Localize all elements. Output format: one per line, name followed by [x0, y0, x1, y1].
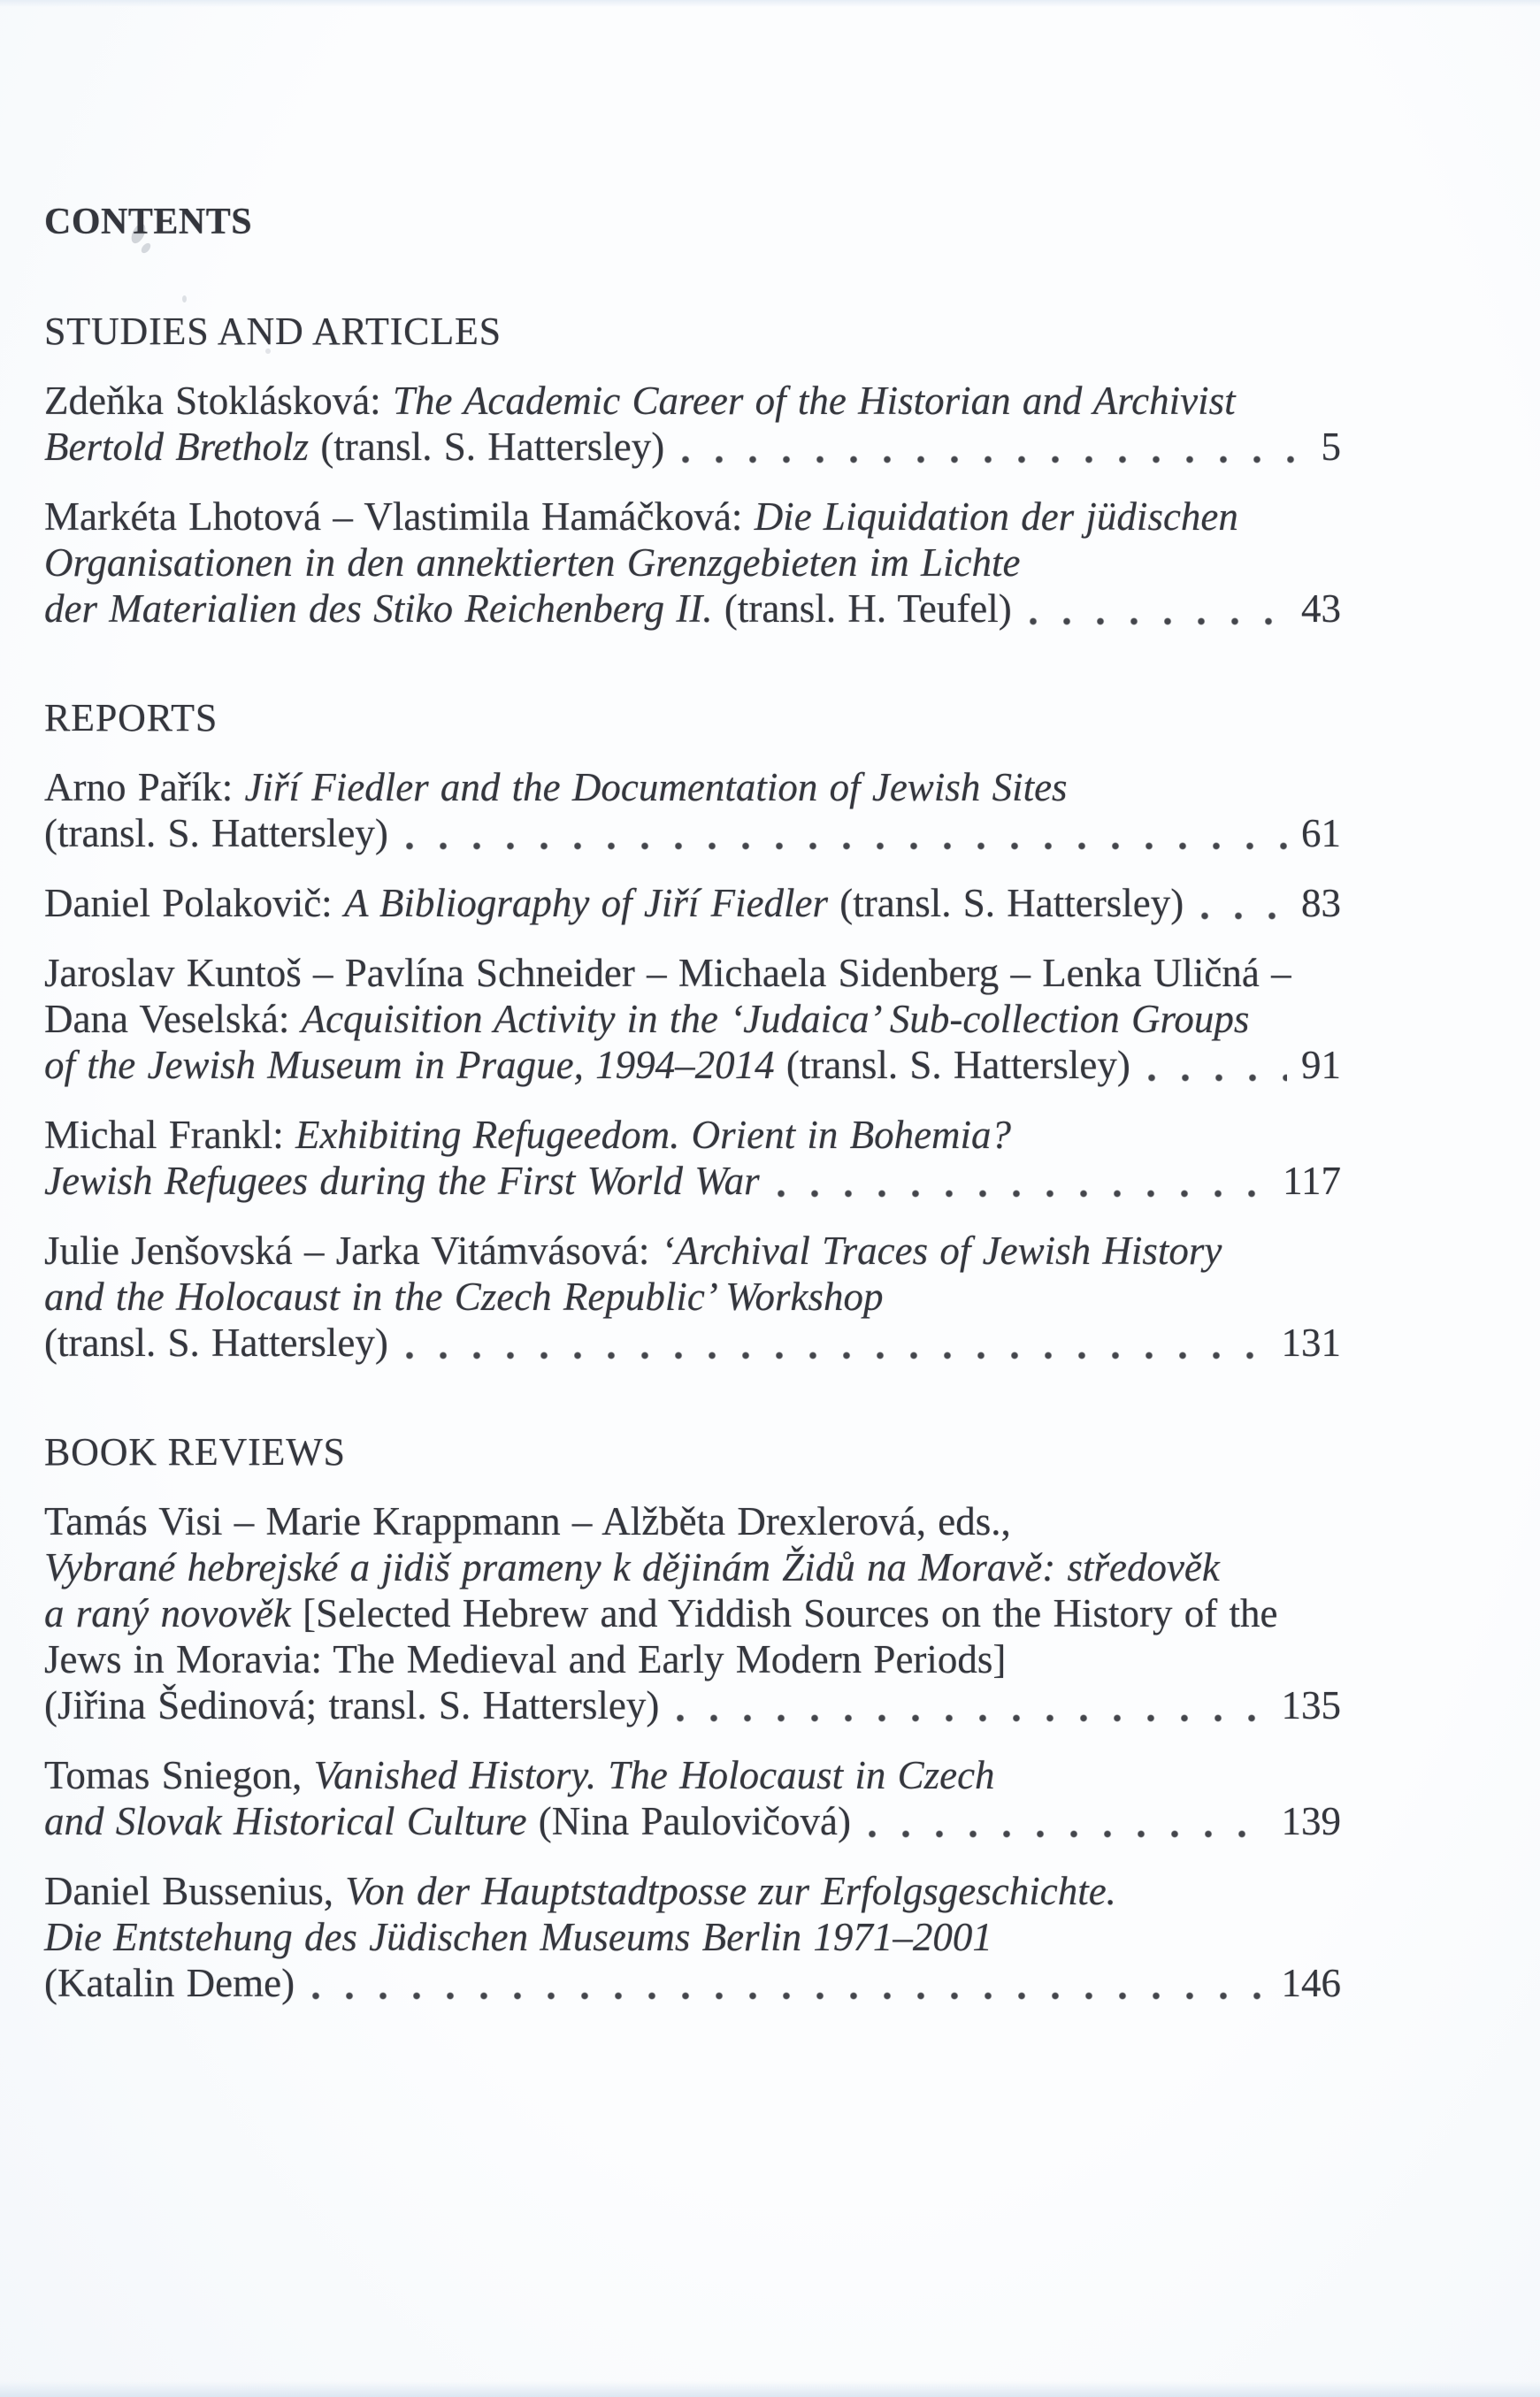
text-segment: Dana Veselská: — [44, 997, 302, 1041]
text-segment: Jewish Refugees during the First World War — [44, 1159, 760, 1203]
toc-line-text — [44, 586, 1012, 632]
toc-line — [44, 1274, 1341, 1320]
section-heading: BOOK REVIEWS — [44, 1430, 346, 1474]
text-segment: Daniel Polakovič: — [44, 881, 344, 925]
text-segment: (transl. S. Hattersley) — [320, 425, 665, 469]
toc-entry — [44, 378, 1341, 470]
page — [44, 199, 1341, 2030]
toc-line-text — [44, 1274, 883, 1320]
text-segment: Die Entstehung des Jüdischen Museums Berlin 1971–2001 — [44, 1915, 992, 1959]
toc-line — [44, 1752, 1341, 1798]
dot-leader — [1012, 619, 1301, 632]
text-segment: and Slovak Historical Culture — [44, 1799, 539, 1843]
toc-line-text — [44, 1798, 851, 1844]
dot-leader — [295, 1994, 1281, 2006]
text-segment: a raný novověk — [44, 1591, 303, 1635]
toc-line — [44, 1960, 1341, 2006]
toc-line-text — [44, 1960, 295, 2006]
toc-line — [44, 378, 1341, 424]
toc-line — [44, 996, 1341, 1042]
text-segment: Michal Frankl: — [44, 1113, 295, 1157]
dot-leader — [851, 1832, 1282, 1844]
toc-line-text — [44, 1042, 1130, 1088]
text-segment: and the Holocaust in the Czech Republic’ Workshop — [44, 1275, 884, 1319]
text-segment: (transl. S. Hattersley) — [44, 811, 388, 855]
toc-line — [44, 1682, 1341, 1728]
text-segment: Exhibiting Refugeedom. Orient in Bohemia? — [295, 1113, 1012, 1157]
toc-line-text — [44, 1868, 1116, 1914]
toc-entry — [44, 1752, 1341, 1844]
text-segment: Tomas Sniegon, — [44, 1753, 314, 1797]
text-segment: Vybrané hebrejské a jidiš prameny k dějinám Židů na Moravě: středověk — [44, 1545, 1220, 1589]
toc-line-text — [44, 1112, 1011, 1158]
toc-line-text — [44, 1544, 1220, 1590]
page-number: 83 — [1301, 881, 1341, 925]
scan-edge-top — [0, 0, 1540, 7]
toc-line — [44, 1636, 1341, 1682]
toc-line-text — [44, 1498, 1011, 1544]
toc-line — [44, 810, 1341, 856]
page-title: CONTENTS — [44, 202, 253, 242]
text-segment: Daniel Bussenius, — [44, 1869, 346, 1913]
page-number: 131 — [1281, 1321, 1341, 1365]
toc-line — [44, 1544, 1341, 1590]
dot-leader — [1130, 1076, 1301, 1088]
page-number: 146 — [1281, 1961, 1341, 2005]
toc-line — [44, 540, 1341, 586]
page-number: 139 — [1281, 1799, 1341, 1843]
toc-line-text — [44, 880, 1184, 926]
toc-line-text — [44, 950, 1291, 996]
toc-line — [44, 1228, 1341, 1274]
toc-line-text — [44, 996, 1249, 1042]
text-segment: Jiří Fiedler and the Documentation of Jewish Sites — [244, 765, 1068, 809]
text-segment: [Selected Hebrew and Yiddish Sources on the History of the — [303, 1591, 1278, 1635]
page-number: 91 — [1301, 1043, 1341, 1087]
toc-line — [44, 1590, 1341, 1636]
text-segment: (transl. S. Hattersley) — [839, 881, 1184, 925]
text-segment: (transl. S. Hattersley) — [44, 1321, 388, 1365]
text-segment: Bertold Bretholz — [44, 425, 321, 469]
text-segment: Organisationen in den annektierten Grenzgebieten im Lichte — [44, 540, 1021, 585]
toc-entry — [44, 950, 1341, 1088]
toc-line — [44, 1320, 1341, 1366]
toc-entry — [44, 1112, 1341, 1204]
text-segment: The Academic Career of the Historian and Archivist — [392, 379, 1236, 423]
dot-leader — [388, 844, 1301, 856]
toc-line-text — [44, 424, 664, 470]
text-segment: (transl. S. Hattersley) — [785, 1043, 1130, 1087]
text-segment: (transl. H. Teufel) — [724, 586, 1012, 631]
text-segment: Markéta Lhotová – Vlastimila Hamáčková: — [44, 494, 755, 539]
toc-sections — [44, 309, 1341, 2006]
text-segment: der Materialien des Stiko Reichenberg II. — [44, 586, 724, 631]
toc-entry — [44, 1868, 1341, 2006]
dot-leader — [664, 457, 1321, 470]
toc-line-text — [44, 1914, 992, 1960]
toc-entry — [44, 494, 1341, 632]
toc-line — [44, 1042, 1341, 1088]
text-segment: (Katalin Deme) — [44, 1961, 295, 2005]
toc-line-text — [44, 1158, 760, 1204]
toc-line — [44, 1158, 1341, 1204]
dot-leader — [388, 1353, 1282, 1366]
toc-line — [44, 1112, 1341, 1158]
text-segment: Julie Jenšovská – Jarka Vitámvásová: — [44, 1229, 662, 1273]
toc-line — [44, 1868, 1341, 1914]
text-segment: Jews in Moravia: The Medieval and Early Modern Periods] — [44, 1637, 1007, 1681]
toc-line-text — [44, 1636, 1006, 1682]
dot-leader — [659, 1716, 1281, 1728]
text-segment: ‘Archival Traces of Jewish History — [661, 1229, 1222, 1273]
toc-line-text — [44, 1320, 388, 1366]
text-segment: Die Liquidation der jüdischen — [754, 494, 1238, 539]
toc-entry — [44, 1498, 1341, 1728]
page-number: 43 — [1301, 586, 1341, 631]
toc-entry — [44, 880, 1341, 926]
toc-line-text — [44, 1590, 1277, 1636]
toc-line-text — [44, 540, 1020, 586]
text-segment: (Nina Paulovičová) — [538, 1799, 851, 1843]
text-segment: Von der Hauptstadtposse zur Erfolgsgeschichte. — [345, 1869, 1116, 1913]
page-number: 135 — [1281, 1683, 1341, 1727]
toc-line — [44, 1914, 1341, 1960]
text-segment: Zdeňka Stoklásková: — [44, 379, 393, 423]
toc-line-text — [44, 378, 1236, 424]
text-segment: Arno Pařík: — [44, 765, 245, 809]
toc-line — [44, 880, 1341, 926]
toc-line-text — [44, 1752, 995, 1798]
text-segment: Vanished History. The Holocaust in Czech — [313, 1753, 995, 1797]
page-number: 5 — [1321, 425, 1341, 469]
section-heading: REPORTS — [44, 696, 218, 739]
page-number: 61 — [1301, 811, 1341, 855]
text-segment: A Bibliography of Jiří Fiedler — [343, 881, 840, 925]
toc-line-text — [44, 1682, 659, 1728]
toc-line — [44, 494, 1341, 540]
toc-line-text — [44, 494, 1238, 540]
dot-leader — [1184, 914, 1301, 926]
dot-leader — [760, 1191, 1283, 1204]
toc-line — [44, 586, 1341, 632]
toc-line — [44, 764, 1341, 810]
text-segment: of the Jewish Museum in Prague, 1994–2014 — [44, 1043, 786, 1087]
text-segment: Acquisition Activity in the ‘Judaica’ Sub-collection Groups — [301, 997, 1250, 1041]
toc-line — [44, 1798, 1341, 1844]
scan-edge-bottom — [0, 2381, 1540, 2397]
toc-line — [44, 950, 1341, 996]
toc-line — [44, 424, 1341, 470]
text-segment: Tamás Visi – Marie Krappmann – Alžběta Drexlerová, eds., — [44, 1499, 1011, 1543]
section-heading: STUDIES AND ARTICLES — [44, 310, 502, 353]
page-number: 117 — [1283, 1159, 1341, 1203]
text-segment: Jaroslav Kuntoš – Pavlína Schneider – Michaela Sidenberg – Lenka Uličná – — [44, 951, 1291, 995]
text-segment: (Jiřina Šedinová; transl. S. Hattersley) — [44, 1683, 660, 1727]
toc-line-text — [44, 764, 1068, 810]
toc-entry — [44, 1228, 1341, 1366]
toc-line-text — [44, 1228, 1222, 1274]
toc-line — [44, 1498, 1341, 1544]
toc-entry — [44, 764, 1341, 856]
toc-line-text — [44, 810, 388, 856]
